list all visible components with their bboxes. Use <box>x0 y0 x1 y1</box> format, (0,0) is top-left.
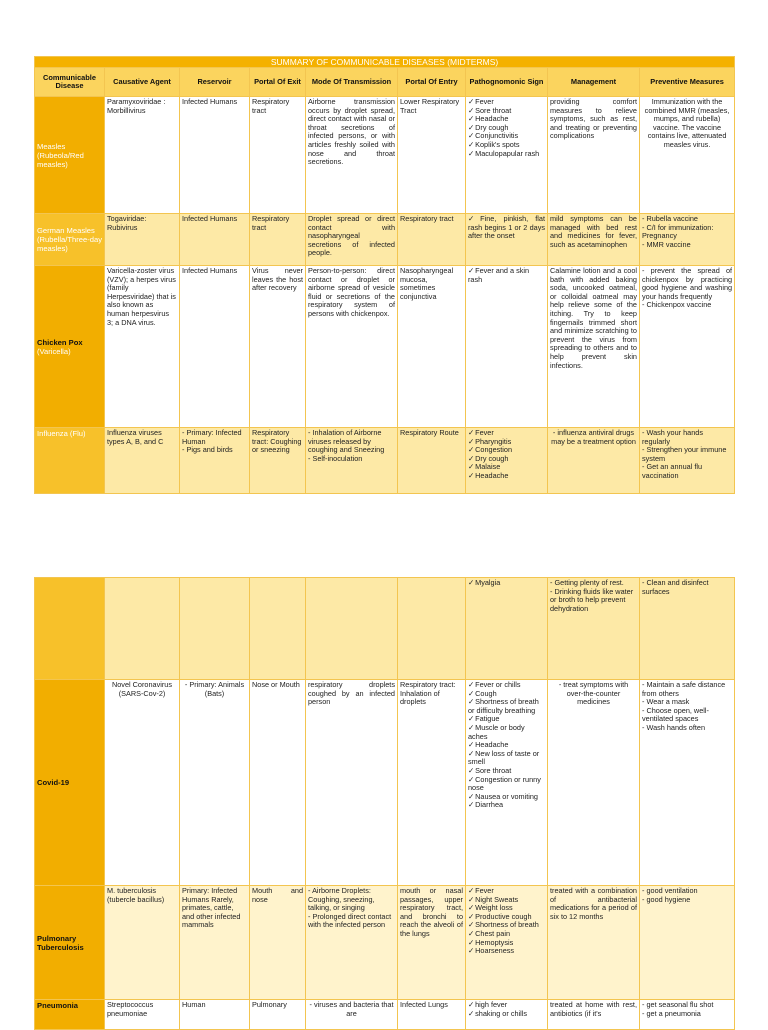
header-row <box>35 68 735 97</box>
list-item: ✓ Maculopapular rash <box>468 150 545 159</box>
causative-agent: Paramyxoviridae : Morbillivirus <box>105 97 180 214</box>
table-row-german-measles <box>35 214 735 266</box>
table-row-influenza-continued <box>35 578 735 680</box>
list-item: ✓ Shortness of breath or difficulty breathing <box>468 698 545 715</box>
header-cell: Portal Of Entry <box>398 68 466 97</box>
table-title: SUMMARY OF COMMUNICABLE DISEASES (MIDTERMS) <box>35 57 735 68</box>
list-item: - Strengthen your immune system <box>642 446 732 463</box>
list-item: ✓ Night Sweats <box>468 896 545 905</box>
header-cell: Preventive Measures <box>640 68 735 97</box>
list-item: ✓ Fever <box>468 887 545 896</box>
causative-agent: Novel Coronavirus (SARS-Cov-2) <box>105 680 180 886</box>
portal-of-entry: Respiratory tract <box>398 214 466 266</box>
preventive-measures <box>642 267 732 310</box>
list-item: ✓ New loss of taste or smell <box>468 750 545 767</box>
portal-of-exit: Virus never leaves the host after recovery <box>250 266 306 428</box>
mode-of-transmission: respiratory droplets coughed by an infected person <box>306 680 398 886</box>
list-item: ✓ Sore throat <box>468 107 545 116</box>
header-cell: Causative Agent <box>105 68 180 97</box>
header-cell: Pathognomonic Sign <box>466 68 548 97</box>
list-item: - get a pneumonia <box>642 1010 732 1019</box>
list-item: - Choose open, well-ventilated spaces <box>642 707 732 724</box>
list-item: ✓ Sore throat <box>468 767 545 776</box>
list-item: - C/I for immunization: Pregnancy <box>642 224 732 241</box>
list-item: - Primary: Infected Human <box>182 429 247 446</box>
reservoir: Infected Humans <box>180 214 250 266</box>
mode-of-transmission: Person-to-person: direct contact or droplet or airborne spread of vesicle fluid or secretions of the respiratory system of persons with chickenpox. <box>306 266 398 428</box>
management: mild symptoms can be managed with bed rest and medicines for fever, such as acetaminophen <box>548 214 640 266</box>
list-item: ✓ Cough <box>468 690 545 699</box>
preventive-measures <box>642 215 732 249</box>
list-item: ✓ Congestion or runny nose <box>468 776 545 793</box>
summary-table-page-2 <box>34 577 734 1030</box>
table-row-pulmonary-tuberculosis <box>35 886 735 1000</box>
table-row-influenza <box>35 428 735 494</box>
causative-agent: Influenza viruses types A, B, and C <box>105 428 180 494</box>
list-item: ✓ Headache <box>468 115 545 124</box>
table-row-measles <box>35 97 735 214</box>
preventive-measures <box>642 1001 732 1018</box>
portal-of-entry: Nasopharyngeal mucosa, sometimes conjunctiva <box>398 266 466 428</box>
list-item: - MMR vaccine <box>642 241 732 250</box>
mode-of-transmission <box>308 429 395 463</box>
list-item: - Clean and disinfect surfaces <box>642 579 732 596</box>
pathognomonic-signs <box>468 429 545 481</box>
preventive-measures <box>642 429 732 481</box>
list-item: ✓ Diarrhea <box>468 801 545 810</box>
list-item: - Pigs and birds <box>182 446 247 455</box>
causative-agent: M. tuberculosis (tubercle bacillus) <box>105 886 180 1000</box>
disease-name: Measles (Rubeola/Red measles) <box>37 141 84 169</box>
header-cell: Reservoir <box>180 68 250 97</box>
management: Calamine lotion and a cool bath with added baking soda, uncooked oatmeal, or colloidal oatmeal may help relieve some of the itching. Try to keep fingernails trimmed short and minimize scratching to prevent the virus from spreading to others and to help prevent skin infections. <box>548 266 640 428</box>
mode-of-transmission: Droplet spread or direct contact with nasopharyngeal secretions of infected people. <box>306 214 398 266</box>
reservoir <box>182 429 247 455</box>
preventive-measures <box>642 579 732 596</box>
list-item: - Get an annual flu vaccination <box>642 463 732 480</box>
list-item: ✓ Koplik's spots <box>468 141 545 150</box>
list-item: - prevent the spread of chickenpox by practicing good hygiene and washing your hands frequently <box>642 267 732 301</box>
list-item: ✓ Conjunctivitis <box>468 132 545 141</box>
list-item: ✓ Congestion <box>468 446 545 455</box>
header-cell: Portal Of Exit <box>250 68 306 97</box>
disease-name: Covid-19 <box>37 778 70 787</box>
disease-name: German Measles (Rubella/Three-day measles) <box>37 226 102 253</box>
disease-name: Chicken Pox <box>37 337 83 347</box>
pathognomonic-sign: ✓ Fever and a skin rash <box>468 267 545 284</box>
table-row-pneumonia <box>35 1000 735 1030</box>
management: providing comfort measures to relieve symptoms, such as rest, and treating or preventing complications <box>548 97 640 214</box>
disease-alt-name: (Varicella) <box>37 346 71 356</box>
list-item: ✓ Malaise <box>468 463 545 472</box>
disease-name: Influenza (Flu) <box>37 429 86 438</box>
portal-of-exit: Respiratory tract <box>250 97 306 214</box>
list-item: ✓ Hemoptysis <box>468 939 545 948</box>
table-row-covid-19 <box>35 680 735 886</box>
list-item: ✓ Hoarseness <box>468 947 545 956</box>
list-item: - Inhalation of Airborne viruses released by coughing and Sneezing <box>308 429 395 455</box>
disease-name: Pulmonary Tuberculosis <box>37 933 84 952</box>
pathognomonic-sign: ✓ Myalgia <box>468 579 545 588</box>
preventive-measures: Immunization with the combined MMR (measles, mumps, and rubella) vaccine. The vaccine contains live, attenuated measles virus. <box>640 97 735 214</box>
mode-of-transmission <box>308 887 395 930</box>
management <box>550 579 637 613</box>
management: - influenza antiviral drugs may be a treatment option <box>550 429 637 446</box>
header-cell: Management <box>548 68 640 97</box>
portal-of-exit: Nose or Mouth <box>250 680 306 886</box>
causative-agent: Varicella-zoster virus (VZV); a herpes virus (family Herpesviridae) that is also known as human herpesvirus 3; a DNA virus. <box>105 266 180 428</box>
list-item: ✓ Dry cough <box>468 455 545 464</box>
list-item: - Maintain a safe distance from others <box>642 681 732 698</box>
summary-table-page-1 <box>34 56 734 494</box>
portal-of-entry: Lower Respiratory Tract <box>398 97 466 214</box>
portal-of-entry: Infected Lungs <box>398 1000 466 1030</box>
reservoir: Infected Humans <box>180 97 250 214</box>
list-item: ✓ Productive cough <box>468 913 545 922</box>
list-item: - Rubella vaccine <box>642 215 732 224</box>
header-cell: Mode Of Transmission <box>306 68 398 97</box>
reservoir: Primary: Infected Humans Rarely, primates, cattle, and other infected mammals <box>180 886 250 1000</box>
disease-name: Pneumonia <box>37 1001 78 1010</box>
pathognomonic-signs <box>468 887 545 956</box>
list-item: ✓ Pharyngitis <box>468 438 545 447</box>
preventive-measures <box>642 887 732 904</box>
pathognomonic-signs <box>468 98 545 158</box>
list-item: - Airborne Droplets: Coughing, sneezing, talking, or singing <box>308 887 395 913</box>
list-item: ✓ Fever or chills <box>468 681 545 690</box>
portal-of-entry: mouth or nasal passages, upper respiratory tract, and bronchi to reach the alveoli of the lungs <box>398 886 466 1000</box>
header-cell: Communicable Disease <box>35 68 105 97</box>
list-item: ✓ Fatigue <box>468 715 545 724</box>
list-item: ✓ Headache <box>468 741 545 750</box>
diseases-table-continued <box>34 577 735 1030</box>
list-item: ✓ Nausea or vomiting <box>468 793 545 802</box>
reservoir: Infected Humans <box>180 266 250 428</box>
mode-of-transmission: Airborne transmission occurs by droplet spread, direct contact with nasal or throat secretions of infected persons, or with articles freshly soiled with nose and throat secretions. <box>306 97 398 214</box>
pathognomonic-signs <box>468 681 545 810</box>
list-item: - Self-inoculation <box>308 455 395 464</box>
reservoir: Human <box>180 1000 250 1030</box>
list-item: - Getting plenty of rest. <box>550 579 637 588</box>
list-item: - good ventilation <box>642 887 732 896</box>
portal-of-entry: Respiratory Route <box>398 428 466 494</box>
list-item: - get seasonal flu shot <box>642 1001 732 1010</box>
list-item: ✓ Dry cough <box>468 124 545 133</box>
list-item: ✓ Muscle or body aches <box>468 724 545 741</box>
table-row-chicken-pox <box>35 266 735 428</box>
causative-agent: Togaviridae: Rubivirus <box>105 214 180 266</box>
list-item: - Drinking fluids like water or broth to help prevent dehydration <box>550 588 637 614</box>
list-item: ✓ Weight loss <box>468 904 545 913</box>
portal-of-entry: Respiratory tract: Inhalation of droplets <box>398 680 466 886</box>
portal-of-exit: Respiratory tract <box>250 214 306 266</box>
list-item: - Chickenpox vaccine <box>642 301 732 310</box>
list-item: ✓ Fever <box>468 98 545 107</box>
reservoir: - Primary: Animals (Bats) <box>182 681 247 698</box>
list-item: ✓ Headache <box>468 472 545 481</box>
list-item: ✓ Fever <box>468 429 545 438</box>
mode-of-transmission: - viruses and bacteria that are <box>308 1001 395 1018</box>
list-item: ✓ Chest pain <box>468 930 545 939</box>
list-item: - Prolonged direct contact with the infected person <box>308 913 395 930</box>
list-item: ✓ Shortness of breath <box>468 921 545 930</box>
preventive-measures <box>642 681 732 733</box>
list-item: - good hygiene <box>642 896 732 905</box>
list-item: ✓ high fever <box>468 1001 545 1010</box>
management: treated at home with rest, antibiotics (if it's <box>548 1000 640 1030</box>
portal-of-exit: Mouth and nose <box>250 886 306 1000</box>
list-item: ✓ shaking or chills <box>468 1010 545 1019</box>
list-item: - Wear a mask <box>642 698 732 707</box>
pathognomonic-sign: ✓ Fine, pinkish, flat rash begins 1 or 2 days after the onset <box>468 215 545 241</box>
management: - treat symptoms with over-the-counter medicines <box>550 681 637 707</box>
portal-of-exit: Respiratory tract: Coughing or sneezing <box>250 428 306 494</box>
diseases-table <box>34 56 735 494</box>
pathognomonic-signs <box>468 1001 545 1018</box>
management: treated with a combination of antibacterial medications for a period of six to 12 months <box>548 886 640 1000</box>
portal-of-exit: Pulmonary <box>250 1000 306 1030</box>
causative-agent: Streptococcus pneumoniae <box>105 1000 180 1030</box>
list-item: - Wash your hands regularly <box>642 429 732 446</box>
list-item: - Wash hands often <box>642 724 732 733</box>
